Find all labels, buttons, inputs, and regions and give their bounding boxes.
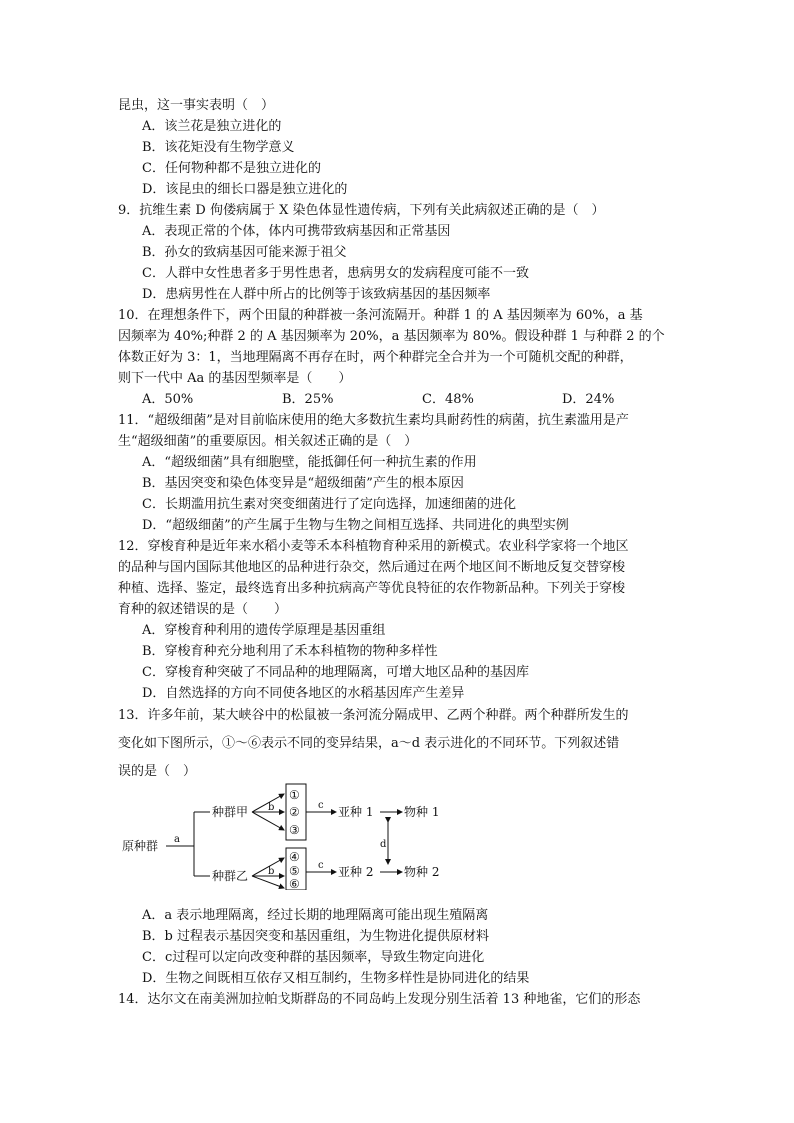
question-10-options xyxy=(142,390,702,410)
option-line: D．“超级细菌”的产生属于生物与生物之间相互选择、共同进化的典型实例 xyxy=(142,518,569,533)
question-10: 10．在理想条件下，两个田鼠的种群被一条河流隔开。种群 1 的 A 基因频率为 60%，a 基 xyxy=(118,308,643,323)
subspecies-2-label: 亚种 2 xyxy=(338,865,374,879)
question-9: 9．抗维生素 D 佝偻病属于 X 染色体显性遗传病，下列有关此病叙述正确的是（ ） xyxy=(118,203,605,218)
mark-1: ① xyxy=(289,788,300,802)
text-line: 生“超级细菌”的重要原因。相关叙述正确的是（ ） xyxy=(118,434,418,449)
option-line: D．该昆虫的细长口器是独立进化的 xyxy=(142,182,348,197)
origin-population-label: 原种群 xyxy=(122,839,159,853)
population-a-label: 种群甲 xyxy=(212,805,249,819)
text-line: 因频率为 40%;种群 2 的 A 基因频率为 20%，a 基因频率为 80%。假设种群 1 与种群 2 的个 xyxy=(118,329,665,344)
mark-6: ⑥ xyxy=(289,877,300,890)
option-line: C．c过程可以定向改变种群的基因频率，导致生物定向进化 xyxy=(142,950,485,965)
option-line: D．自然选择的方向不同使各地区的水稻基因库产生差异 xyxy=(142,686,465,701)
text-line: 体数正好为 3：1，当地理隔离不再存在时，两个种群完全合并为一个可随机交配的种群， xyxy=(118,350,633,365)
option-line: D．生物之间既相互依存又相互制约，生物多样性是协同进化的结果 xyxy=(142,971,530,986)
option-line: C．任何物种都不是独立进化的 xyxy=(142,161,321,176)
option-line: A．表现正常的个体，体内可携带致病基因和正常基因 xyxy=(142,224,451,239)
text-line: 育种的叙述错误的是（ ） xyxy=(118,602,288,617)
text-line: 种植、选择、鉴定，最终选育出多种抗病高产等优良特征的农作物新品种。下列关于穿梭 xyxy=(118,581,626,596)
mark-2: ② xyxy=(289,805,300,819)
option-b: B．25% xyxy=(282,392,334,407)
text-line: 变化如下图所示，①～⑥表示不同的变异结果，a～d 表示进化的不同环节。下列叙述错 xyxy=(118,736,620,751)
mark-5: ⑤ xyxy=(289,864,300,878)
option-line: B．穿梭育种充分地利用了禾本科植物的物种多样性 xyxy=(142,644,438,659)
population-b-label: 种群乙 xyxy=(212,869,249,883)
label-b-2: b xyxy=(268,866,275,877)
option-line: B．该花矩没有生物学意义 xyxy=(142,140,295,155)
text-line: 昆虫，这一事实表明（ ） xyxy=(118,98,275,113)
subspecies-1-label: 亚种 1 xyxy=(338,805,374,819)
option-line: D．患病男性在人群中所占的比例等于该致病基因的基因频率 xyxy=(142,287,491,302)
option-line: C．长期滥用抗生素对突变细菌进行了定向选择，加速细菌的进化 xyxy=(142,497,516,512)
question-14: 14．达尔文在南美洲加拉帕戈斯群岛的不同岛屿上发现分别生活着 13 种地雀，它们的形态 xyxy=(118,992,641,1007)
label-c-2: c xyxy=(318,860,324,871)
option-line: A．该兰花是独立进化的 xyxy=(142,119,282,134)
species-2-label: 物种 2 xyxy=(404,865,440,879)
label-c: c xyxy=(318,800,324,811)
label-d: d xyxy=(380,839,387,850)
mark-4: ④ xyxy=(289,850,300,864)
option-line: C．人群中女性患者多于男性患者，患病男女的发病程度可能不一致 xyxy=(142,266,529,281)
text-line: 的品种与国内国际其他地区的品种进行杂交，然后通过在两个地区间不断地反复交替穿梭 xyxy=(118,560,626,575)
mark-3: ③ xyxy=(289,823,300,837)
question-12: 12．穿梭育种是近年来水稻小麦等禾本科植物育种采用的新模式。农业科学家将一个地区 xyxy=(118,539,629,554)
option-a: A．50% xyxy=(142,392,194,407)
option-line: A．“超级细菌”具有细胞壁，能抵御任何一种抗生素的作用 xyxy=(142,455,477,470)
option-c: C．48% xyxy=(422,392,474,407)
option-line: A．a 表示地理隔离，经过长期的地理隔离可能出现生殖隔离 xyxy=(142,908,489,923)
species-1-label: 物种 1 xyxy=(404,805,440,819)
question-11: 11．“超级细菌”是对目前临床使用的绝大多数抗生素均具耐药性的病菌，抗生素滥用是产 xyxy=(118,413,629,428)
question-13: 13．许多年前，某大峡谷中的松鼠被一条河流分隔成甲、乙两个种群。两个种群所发生的 xyxy=(118,708,629,723)
option-line: C．穿梭育种突破了不同品种的地理隔离，可增大地区品种的基因库 xyxy=(142,665,529,680)
option-line: B．b 过程表示基因突变和基因重组，为生物进化提供原材料 xyxy=(142,929,490,944)
label-b: b xyxy=(268,802,275,813)
speciation-diagram xyxy=(118,780,458,890)
text-line: 则下一代中 Aa 的基因型频率是（ ） xyxy=(118,371,352,386)
label-a: a xyxy=(174,834,180,845)
option-line: B．基因突变和染色体变异是“超级细菌”产生的根本原因 xyxy=(142,476,464,491)
option-d: D．24% xyxy=(562,392,615,407)
option-line: A．穿梭育种利用的遗传学原理是基因重组 xyxy=(142,623,386,638)
text-line: 误的是（ ） xyxy=(118,764,197,779)
option-line: B．孙女的致病基因可能来源于祖父 xyxy=(142,245,347,260)
